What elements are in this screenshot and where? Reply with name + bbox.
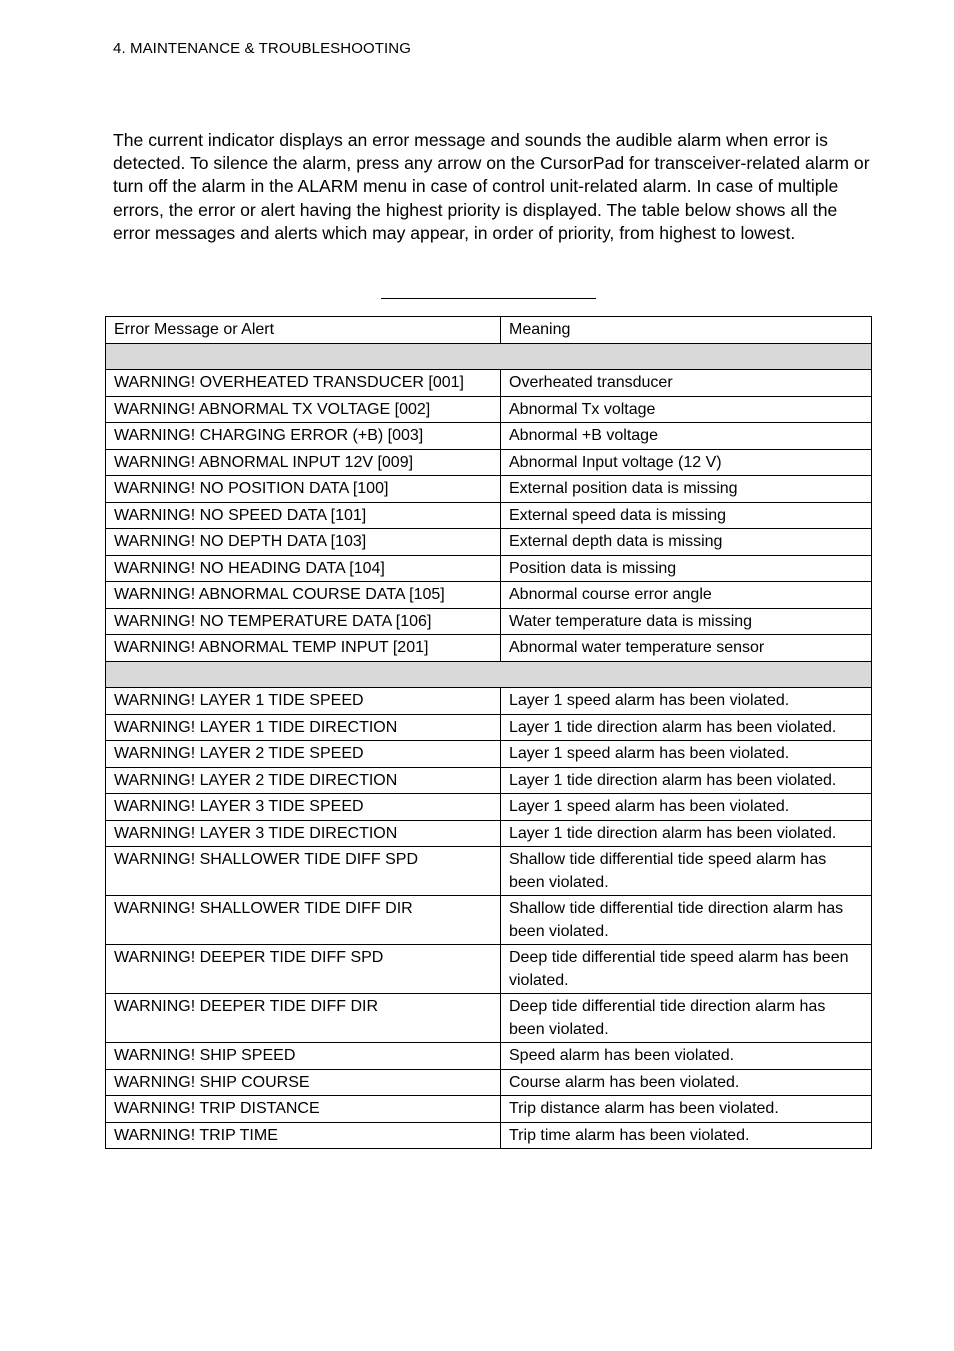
meaning-cell: Trip distance alarm has been violated. xyxy=(501,1096,872,1123)
table-row xyxy=(106,370,872,397)
meaning-cell: Layer 1 speed alarm has been violated. xyxy=(501,741,872,768)
meaning-cell: External speed data is missing xyxy=(501,502,872,529)
message-cell: WARNING! ABNORMAL TX VOLTAGE [002] xyxy=(106,396,501,423)
table-row xyxy=(106,423,872,450)
message-cell: WARNING! LAYER 2 TIDE DIRECTION xyxy=(106,767,501,794)
table-row xyxy=(106,1069,872,1096)
message-cell: WARNING! ABNORMAL COURSE DATA [105] xyxy=(106,582,501,609)
table-row xyxy=(106,896,872,945)
meaning-cell: Shallow tide differential tide direction alarm has been violated. xyxy=(501,896,872,945)
meaning-cell: Layer 1 speed alarm has been violated. xyxy=(501,794,872,821)
table-row xyxy=(106,582,872,609)
table-row xyxy=(106,820,872,847)
message-cell: WARNING! NO HEADING DATA [104] xyxy=(106,555,501,582)
meaning-cell: Layer 1 tide direction alarm has been violated. xyxy=(501,714,872,741)
meaning-cell: External depth data is missing xyxy=(501,529,872,556)
meaning-cell: Trip time alarm has been violated. xyxy=(501,1122,872,1149)
table-row xyxy=(106,396,872,423)
intro-paragraph: The current indicator displays an error message and sounds the audible alarm when error is detected. To silence the alarm, press any arrow on the CursorPad for transceiver-related alarm or turn off the alarm in the ALARM menu in case of control unit-related alarm. In case of multiple errors, the error or alert having the highest priority is displayed. The table below shows all the error messages and alerts which may appear, in order of priority, from highest to lowest. xyxy=(113,130,870,243)
meaning-cell: Water temperature data is missing xyxy=(501,608,872,635)
message-cell: WARNING! CHARGING ERROR (+B) [003] xyxy=(106,423,501,450)
meaning-cell: Deep tide differential tide speed alarm has been violated. xyxy=(501,945,872,994)
page-header: 4. MAINTENANCE & TROUBLESHOOTING xyxy=(113,40,411,57)
table-row xyxy=(106,767,872,794)
table-header-row xyxy=(106,317,872,344)
header-cell-message: Error Message or Alert xyxy=(106,317,501,344)
message-cell: WARNING! LAYER 3 TIDE SPEED xyxy=(106,794,501,821)
table-row xyxy=(106,794,872,821)
table-row xyxy=(106,994,872,1043)
meaning-cell: Deep tide differential tide direction alarm has been violated. xyxy=(501,994,872,1043)
table-section-row xyxy=(106,343,872,370)
message-cell: WARNING! ABNORMAL INPUT 12V [009] xyxy=(106,449,501,476)
table-row xyxy=(106,608,872,635)
meaning-cell: Overheated transducer xyxy=(501,370,872,397)
table-row xyxy=(106,1096,872,1123)
message-cell: WARNING! LAYER 1 TIDE DIRECTION xyxy=(106,714,501,741)
message-cell: WARNING! SHALLOWER TIDE DIFF DIR xyxy=(106,896,501,945)
message-cell: WARNING! TRIP DISTANCE xyxy=(106,1096,501,1123)
meaning-cell: Layer 1 tide direction alarm has been violated. xyxy=(501,767,872,794)
meaning-cell: Shallow tide differential tide speed alarm has been violated. xyxy=(501,847,872,896)
table-section-row xyxy=(106,661,872,688)
message-cell: WARNING! DEEPER TIDE DIFF SPD xyxy=(106,945,501,994)
meaning-cell: Abnormal water temperature sensor xyxy=(501,635,872,662)
meaning-cell: Course alarm has been violated. xyxy=(501,1069,872,1096)
message-cell: WARNING! SHIP SPEED xyxy=(106,1043,501,1070)
table-row xyxy=(106,635,872,662)
message-cell: WARNING! ABNORMAL TEMP INPUT [201] xyxy=(106,635,501,662)
meaning-cell: Layer 1 speed alarm has been violated. xyxy=(501,688,872,715)
meaning-cell: Speed alarm has been violated. xyxy=(501,1043,872,1070)
table-caption-rule xyxy=(381,298,596,299)
meaning-cell: Layer 1 tide direction alarm has been violated. xyxy=(501,820,872,847)
message-cell: WARNING! DEEPER TIDE DIFF DIR xyxy=(106,994,501,1043)
message-cell: WARNING! LAYER 1 TIDE SPEED xyxy=(106,688,501,715)
table-body xyxy=(106,343,872,1149)
meaning-cell: Abnormal +B voltage xyxy=(501,423,872,450)
message-cell: WARNING! NO DEPTH DATA [103] xyxy=(106,529,501,556)
table-row xyxy=(106,945,872,994)
message-cell: WARNING! LAYER 2 TIDE SPEED xyxy=(106,741,501,768)
table-row xyxy=(106,555,872,582)
message-cell: WARNING! OVERHEATED TRANSDUCER [001] xyxy=(106,370,501,397)
table-row xyxy=(106,476,872,503)
message-cell: WARNING! SHIP COURSE xyxy=(106,1069,501,1096)
message-cell: WARNING! SHALLOWER TIDE DIFF SPD xyxy=(106,847,501,896)
table-row xyxy=(106,847,872,896)
table-row xyxy=(106,714,872,741)
message-cell: WARNING! NO POSITION DATA [100] xyxy=(106,476,501,503)
meaning-cell: Position data is missing xyxy=(501,555,872,582)
message-cell: WARNING! LAYER 3 TIDE DIRECTION xyxy=(106,820,501,847)
error-messages-table xyxy=(105,316,872,1149)
meaning-cell: External position data is missing xyxy=(501,476,872,503)
table-row xyxy=(106,449,872,476)
message-cell: WARNING! NO SPEED DATA [101] xyxy=(106,502,501,529)
table-row xyxy=(106,688,872,715)
header-cell-meaning: Meaning xyxy=(501,317,872,344)
table-row xyxy=(106,1043,872,1070)
section-shaded-cell xyxy=(106,343,872,370)
table-row xyxy=(106,502,872,529)
message-cell: WARNING! NO TEMPERATURE DATA [106] xyxy=(106,608,501,635)
table-row xyxy=(106,1122,872,1149)
table-row xyxy=(106,741,872,768)
section-shaded-cell xyxy=(106,661,872,688)
meaning-cell: Abnormal course error angle xyxy=(501,582,872,609)
table-row xyxy=(106,529,872,556)
meaning-cell: Abnormal Tx voltage xyxy=(501,396,872,423)
meaning-cell: Abnormal Input voltage (12 V) xyxy=(501,449,872,476)
message-cell: WARNING! TRIP TIME xyxy=(106,1122,501,1149)
